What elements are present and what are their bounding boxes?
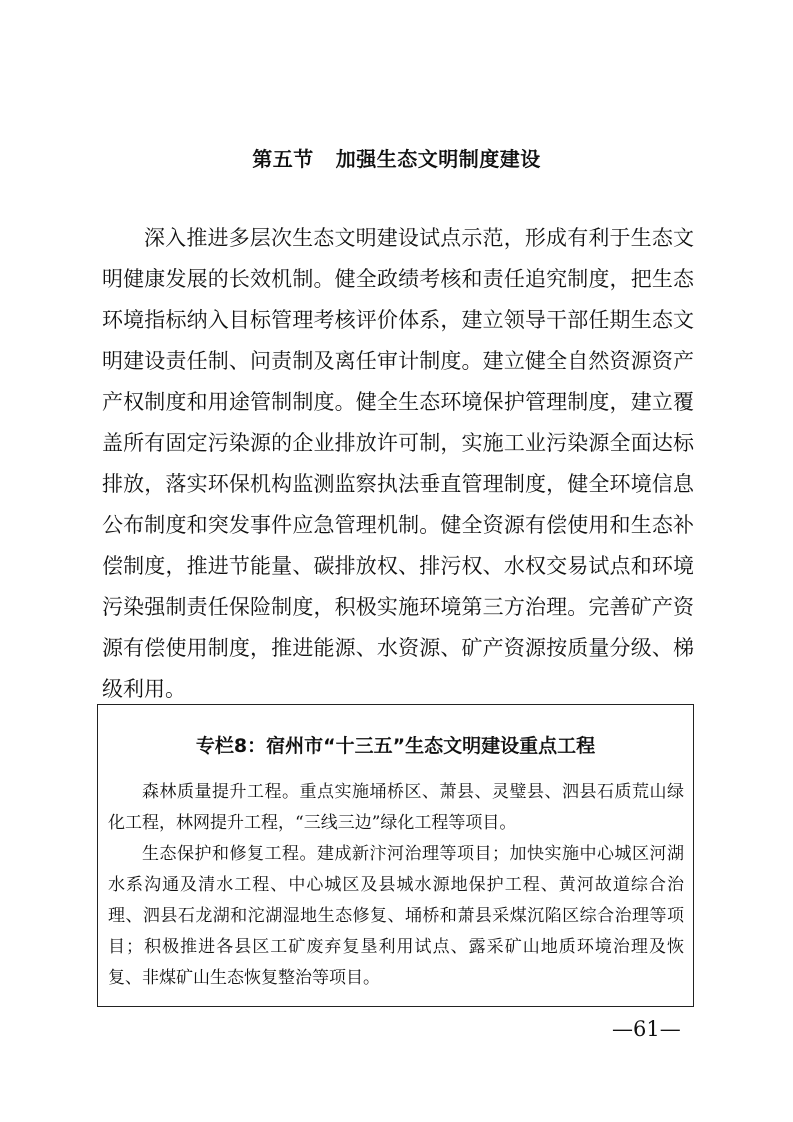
feature-box-title: 专栏8：宿州市“十三五”生态文明建设重点工程 <box>195 735 596 757</box>
section-label: 第五节 <box>252 147 314 171</box>
body-paragraph: 深入推进多层次生态文明建设试点示范，形成有利于生态文明健康发展的长效机制。健全政绩考核和责任追究制度，把生态环境指标纳入目标管理考核评价体系，建立领导干部任期生态文明建设责任制、问责制及离任审计制度。建立健全自然资源资产产权制度和用途管制制度。健全生态环境保护管理制度，建立覆盖所有固定污染源的企业排放许可制，实施工业污染源全面达标排放，落实环保机构监测监察执法垂直管理制度，健全环境信息公布制度和突发事件应急管理机制。健全资源有偿使用和生态补偿制度，推进节能量、碳排放权、排污权、水权交易试点和环境污染强制责任保险制度，积极实施环境第三方治理。完善矿产资源有偿使用制度，推进能源、水资源、矿产资源按质量分级、梯级利用。 <box>102 226 694 701</box>
page-number: —61— <box>612 1017 681 1041</box>
section-title: 加强生态文明制度建设 <box>335 147 541 171</box>
body-text <box>102 218 694 710</box>
feature-box <box>97 704 694 1007</box>
section-heading <box>0 145 793 173</box>
feature-box-paragraph: 森林质量提升工程。重点实施埇桥区、萧县、灵璧县、泗县石质荒山绿化工程，林网提升工程，“三线三边”绿化工程等项目。 <box>108 782 684 833</box>
feature-box-body <box>108 777 684 994</box>
feature-box-paragraph: 生态保护和修复工程。建成新汴河治理等项目；加快实施中心城区河湖水系沟通及清水工程、中心城区及县城水源地保护工程、黄河故道综合治理、泗县石龙湖和沱湖湿地生态修复、埇桥和萧县采煤沉陷区综合治理等项目；积极推进各县区工矿废弃复垦利用试点、露采矿山地质环境治理及恢复、非煤矿山生态恢复整治等项目。 <box>108 844 684 988</box>
